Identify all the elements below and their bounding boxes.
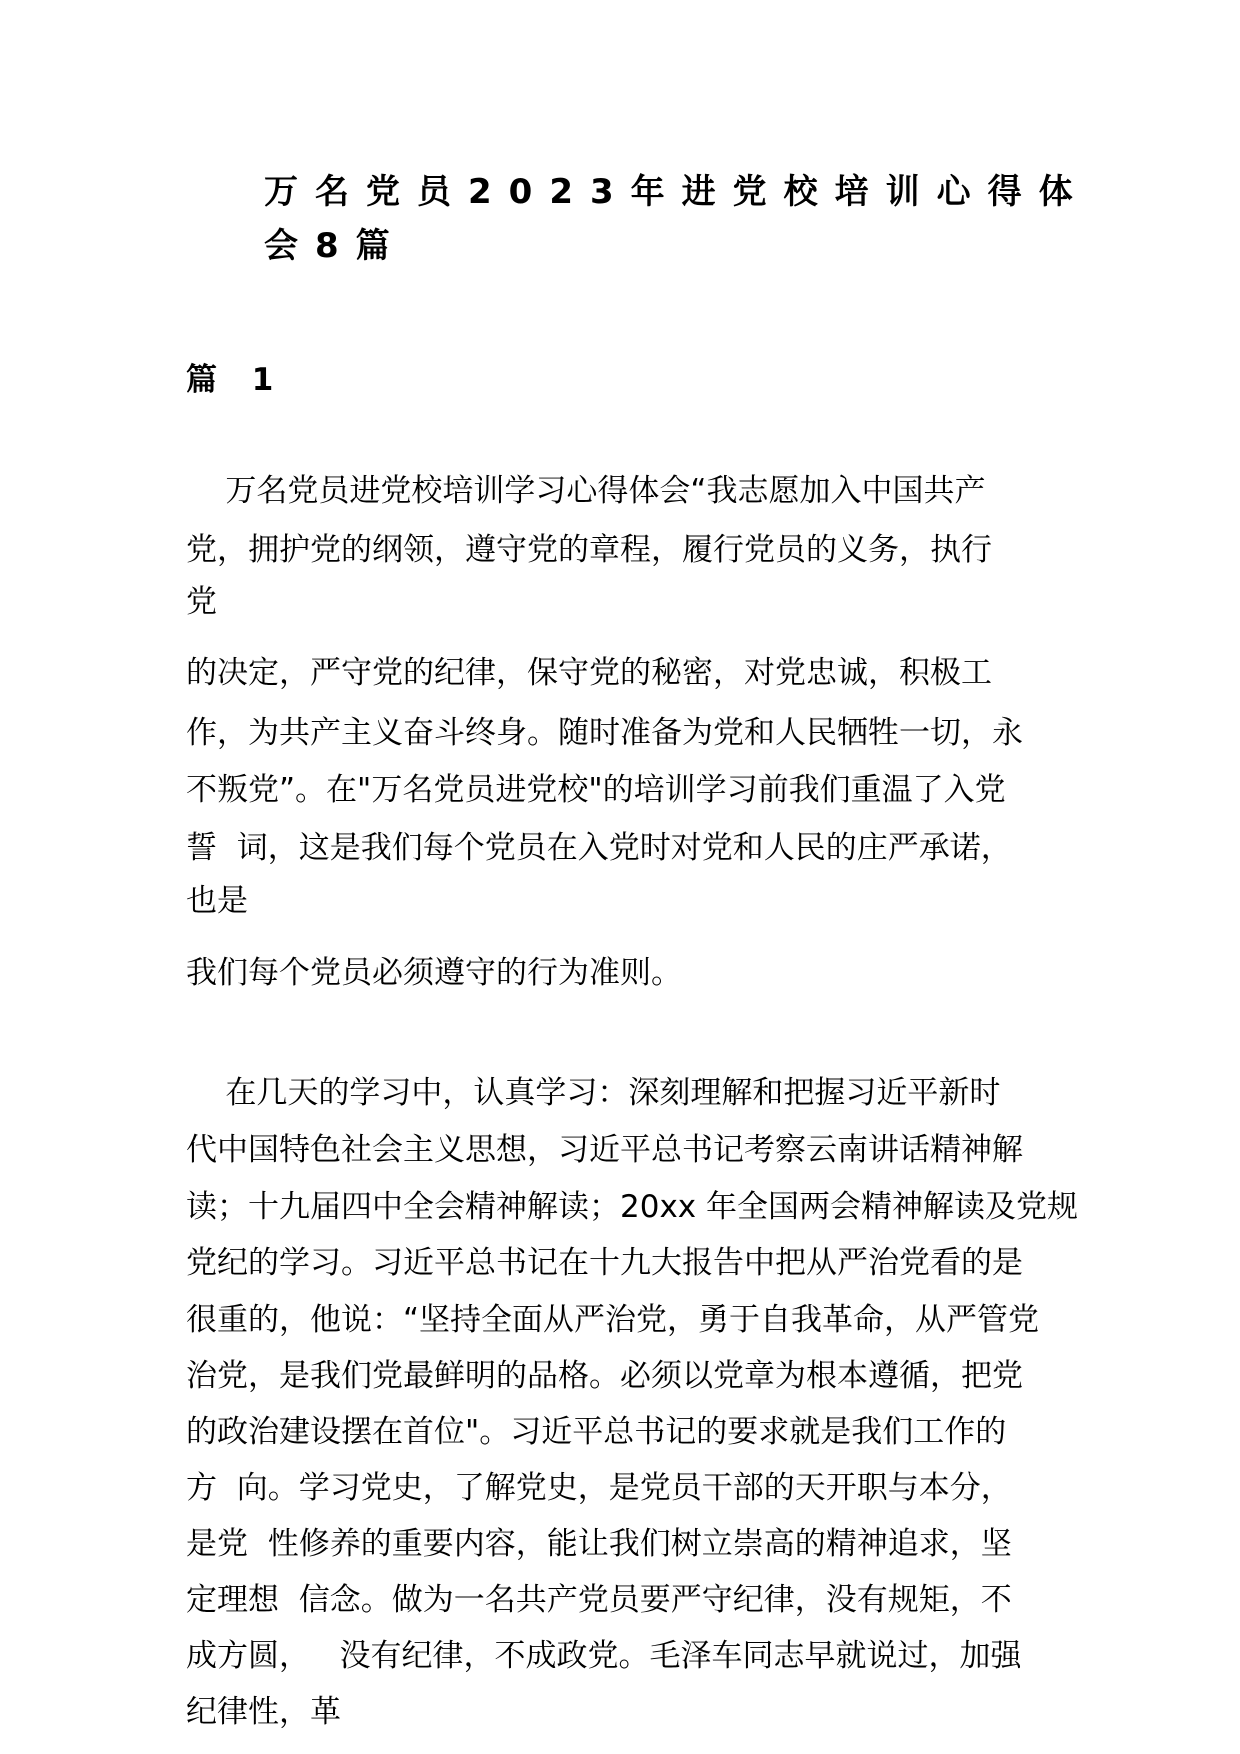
- paragraph-line: 纪律性，革: [186, 1694, 341, 1730]
- section-heading: 篇 1: [186, 362, 286, 398]
- paragraph-line: 成方圆， 没有纪律，不成政党。毛泽车同志早就说过，加强: [186, 1638, 1022, 1674]
- paragraph-line: 誓 词，这是我们每个党员在入党时对党和人民的庄严承诺，: [186, 830, 1012, 866]
- paragraph-line: 作，为共产主义奋斗终身。随时准备为党和人民牺牲一切，永: [186, 715, 1023, 751]
- document-title-line-2: 会8篇: [264, 226, 407, 266]
- paragraph-line: 定理想 信念。做为一名共产党员要严守纪律，没有规矩，不: [186, 1582, 1012, 1618]
- paragraph-line: 党，拥护党的纲领，遵守党的章程，履行党员的义务，执行: [186, 532, 992, 568]
- paragraph-line: 的决定，严守党的纪律，保守党的秘密，对党忠诚，积极工: [186, 655, 992, 691]
- paragraph-line: 不叛党”。在"万名党员进党校"的培训学习前我们重温了入党: [186, 772, 1006, 808]
- paragraph-line: 治党，是我们党最鲜明的品格。必须以党章为根本遵循，把党: [186, 1358, 1023, 1394]
- paragraph-line: 党纪的学习。习近平总书记在十九大报告中把从严治党看的是: [186, 1245, 1023, 1281]
- paragraph-line: 万名党员进党校培训学习心得体会“我志愿加入中国共产: [186, 473, 986, 509]
- paragraph-line: 的政治建设摆在首位"。习近平总书记的要求就是我们工作的: [186, 1414, 1007, 1450]
- document-title-line-1: 万名党员2023年进党校培训心得体: [264, 172, 1090, 212]
- paragraph-line: 读；十九届四中全会精神解读；20xx 年全国两会精神解读及党规: [186, 1189, 1078, 1225]
- paragraph-line: 很重的，他说：“坚持全面从严治党，勇于自我革命，从严管党: [186, 1302, 1040, 1338]
- paragraph-line: 我们每个党员必须遵守的行为准则。: [186, 955, 682, 991]
- paragraph-line: 方 向。学习党史，了解党史，是党员干部的天开职与本分，: [186, 1470, 1012, 1506]
- paragraph-line: 是党 性修养的重要内容，能让我们树立崇高的精神追求，坚: [186, 1526, 1012, 1562]
- paragraph-line: 代中国特色社会主义思想，习近平总书记考察云南讲话精神解: [186, 1132, 1023, 1168]
- paragraph-line: 也是: [186, 883, 248, 919]
- paragraph-line: 在几天的学习中，认真学习：深刻理解和把握习近平新时: [186, 1075, 1001, 1111]
- paragraph-line: 党: [186, 584, 217, 620]
